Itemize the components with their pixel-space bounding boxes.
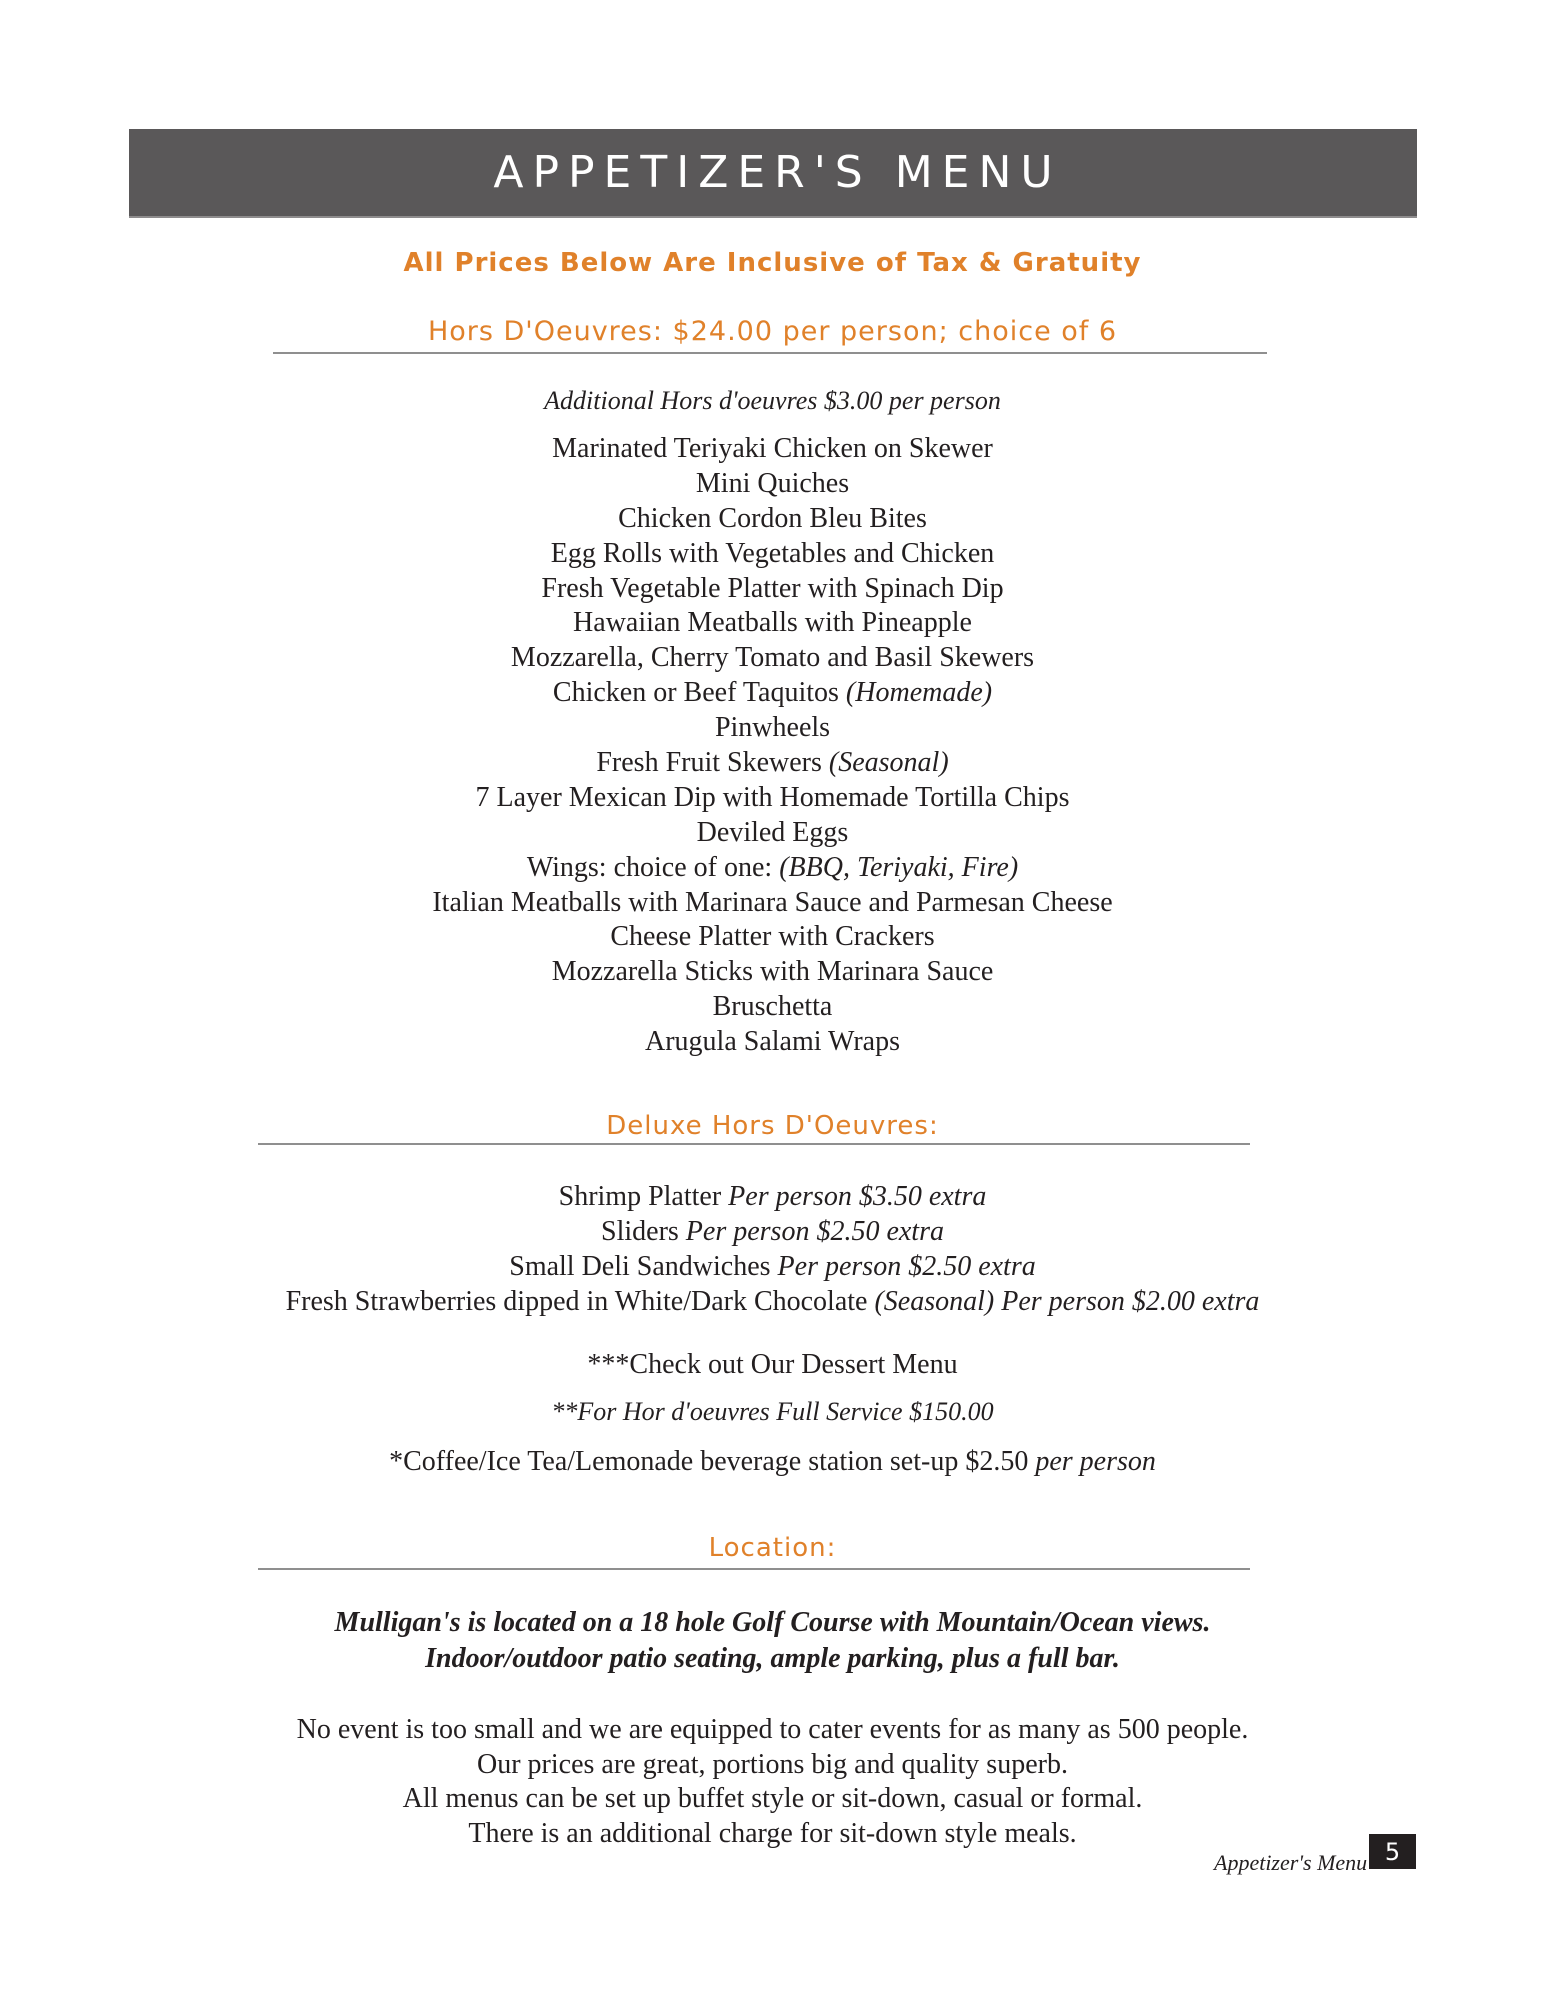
item-name: Mozzarella, Cherry Tomato and Basil Skewers bbox=[510, 642, 1035, 674]
about-line: There is an additional charge for sit-down style meals. bbox=[468, 1817, 1077, 1849]
section-divider bbox=[273, 352, 1267, 354]
beverage-unit: per person bbox=[1035, 1446, 1156, 1477]
about-line: All menus can be set up buffet style or sit-down, casual or formal. bbox=[402, 1783, 1143, 1815]
item-name: Hawaiian Meatballs with Pineapple bbox=[573, 607, 972, 639]
item-name: Marinated Teriyaki Chicken on Skewer bbox=[552, 433, 993, 464]
list-item bbox=[0, 537, 1545, 572]
item-price-note: (Seasonal) Per person $2.00 extra bbox=[874, 1286, 1260, 1317]
item-name: Egg Rolls with Vegetables and Chicken bbox=[550, 537, 995, 569]
item-note: (Seasonal) bbox=[828, 747, 949, 779]
list-item bbox=[0, 955, 1545, 990]
item-name: Deviled Eggs bbox=[696, 816, 849, 848]
item-name: Chicken or Beef Taquitos bbox=[552, 677, 846, 709]
item-name: Wings: choice of one: bbox=[526, 851, 780, 883]
additional-hors-doeuvres-note: Additional Hors d'oeuvres $3.00 per person bbox=[544, 386, 1001, 415]
list-item bbox=[0, 1025, 1545, 1060]
item-name: Chicken Cordon Bleu Bites bbox=[618, 502, 927, 534]
location-highlight bbox=[0, 1605, 1545, 1677]
item-name: Bruschetta bbox=[712, 991, 833, 1023]
about-paragraph bbox=[0, 1713, 1545, 1851]
list-item bbox=[0, 920, 1545, 955]
about-line: Our prices are great, portions big and quality superb. bbox=[477, 1748, 1068, 1780]
list-item bbox=[0, 886, 1545, 921]
deluxe-list bbox=[0, 1179, 1545, 1319]
item-name: Fresh Fruit Skewers bbox=[596, 747, 829, 779]
item-note: (BBQ, Teriyaki, Fire) bbox=[779, 851, 1019, 883]
list-item bbox=[0, 502, 1545, 537]
page-title: APPETIZER'S MENU bbox=[493, 147, 1062, 198]
item-price-note: Per person $3.50 extra bbox=[728, 1181, 987, 1212]
item-name: 7 Layer Mexican Dip with Homemade Tortilla Chips bbox=[475, 781, 1070, 813]
item-name: Sliders bbox=[601, 1216, 686, 1247]
beverage-station-note bbox=[0, 1446, 1545, 1478]
item-name: Mozzarella Sticks with Marinara Sauce bbox=[551, 956, 994, 988]
location-line: Indoor/outdoor patio seating, ample parking, plus a full bar. bbox=[425, 1643, 1120, 1674]
list-item bbox=[0, 641, 1545, 676]
dessert-menu-note: ***Check out Our Dessert Menu bbox=[587, 1349, 958, 1380]
list-item bbox=[0, 746, 1545, 781]
item-name: Fresh Strawberries dipped in White/Dark Chocolate bbox=[285, 1286, 875, 1317]
item-price-note: Per person $2.50 extra bbox=[777, 1251, 1036, 1282]
location-heading: Location: bbox=[708, 1533, 837, 1563]
list-item bbox=[0, 1249, 1545, 1284]
full-service-note: **For Hor d'oeuvres Full Service $150.00 bbox=[551, 1397, 994, 1426]
list-item bbox=[0, 676, 1545, 711]
item-name: Mini Quiches bbox=[695, 467, 850, 499]
list-item bbox=[0, 432, 1545, 467]
list-item bbox=[0, 781, 1545, 816]
title-banner bbox=[129, 129, 1417, 218]
item-name: Small Deli Sandwiches bbox=[509, 1251, 778, 1282]
item-name: Cheese Platter with Crackers bbox=[610, 921, 935, 953]
list-item bbox=[0, 572, 1545, 607]
item-price-note: Per person $2.50 extra bbox=[685, 1216, 944, 1247]
item-name: Fresh Vegetable Platter with Spinach Dip bbox=[541, 572, 1004, 604]
item-name: Italian Meatballs with Marinara Sauce and Parmesan Cheese bbox=[432, 886, 1113, 918]
list-item bbox=[0, 990, 1545, 1025]
list-item bbox=[0, 711, 1545, 746]
item-note: (Homemade) bbox=[845, 677, 993, 709]
section-divider bbox=[258, 1143, 1250, 1145]
beverage-text: *Coffee/Ice Tea/Lemonade beverage station set-up $2.50 bbox=[389, 1446, 1036, 1477]
list-item bbox=[0, 816, 1545, 851]
item-name: Arugula Salami Wraps bbox=[645, 1026, 900, 1058]
list-item bbox=[0, 1284, 1545, 1319]
list-item bbox=[0, 851, 1545, 886]
list-item bbox=[0, 1214, 1545, 1249]
footer-section-label: Appetizer's Menu bbox=[1214, 1850, 1368, 1875]
pricing-tagline: All Prices Below Are Inclusive of Tax & Gratuity bbox=[403, 248, 1142, 278]
item-name: Pinwheels bbox=[714, 712, 831, 744]
list-item bbox=[0, 1179, 1545, 1214]
section-divider bbox=[258, 1568, 1250, 1570]
deluxe-heading: Deluxe Hors D'Oeuvres: bbox=[606, 1111, 939, 1141]
list-item bbox=[0, 606, 1545, 641]
about-line: No event is too small and we are equipped to cater events for as many as 500 people. bbox=[296, 1714, 1249, 1745]
hors-doeuvres-list bbox=[0, 432, 1545, 1060]
item-name: Shrimp Platter bbox=[558, 1181, 729, 1212]
list-item bbox=[0, 467, 1545, 502]
hors-doeuvres-heading: Hors D'Oeuvres: $24.00 per person; choice of 6 bbox=[427, 316, 1118, 347]
page-number: 5 bbox=[1369, 1834, 1416, 1869]
location-line: Mulligan's is located on a 18 hole Golf Course with Mountain/Ocean views. bbox=[334, 1607, 1211, 1638]
